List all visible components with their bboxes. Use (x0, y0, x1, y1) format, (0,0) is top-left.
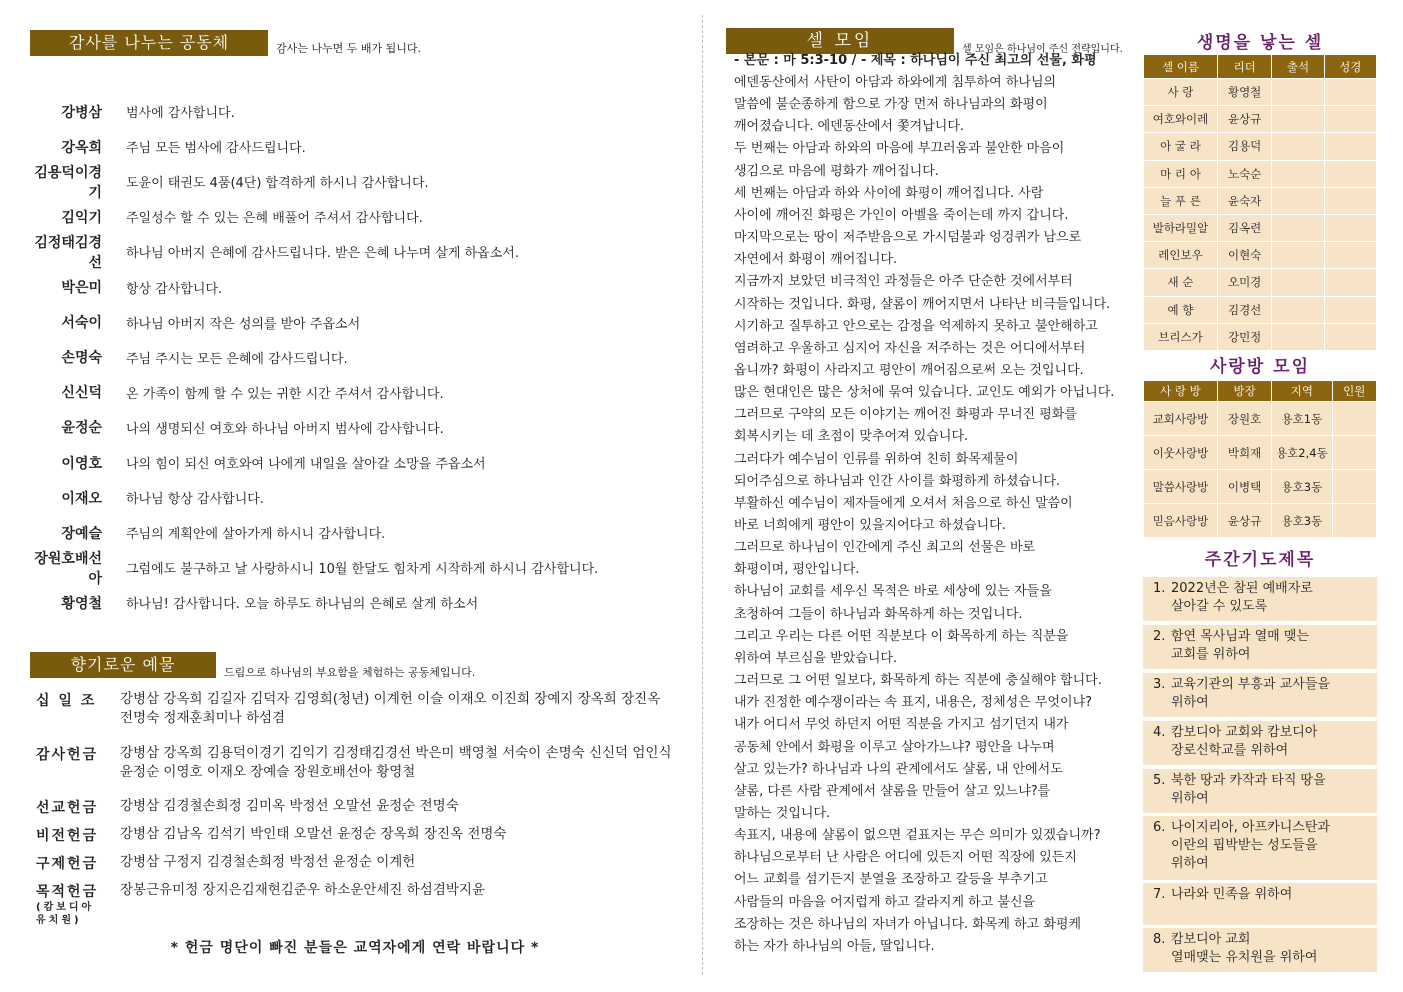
room-table-header: 방장 (1217, 381, 1271, 402)
offering-category-label: 십 일 조 (36, 693, 97, 709)
prayer-text: 캄보디아 교회와 캄보디아 (1171, 725, 1318, 740)
room-table-row (1144, 436, 1377, 470)
prayer-line-3: 위하여 (1171, 856, 1209, 871)
room-table-title: 사랑방 모임 (1209, 357, 1311, 377)
gratitude-text: 하나님 아버지 은혜에 감사드립니다. 받은 은혜 나누며 살게 하옵소서. (126, 246, 519, 262)
sermon-line: 마지막으로는 땅이 저주받음으로 가시덤불과 엉겅퀴가 남으로 (734, 230, 1082, 246)
room-table-cell (1332, 402, 1376, 436)
offering-category (36, 853, 112, 873)
room-table-cell (1332, 436, 1376, 470)
cell-table-cell: 김경선 (1217, 296, 1271, 323)
cell-table-row (1144, 160, 1377, 187)
sermon-line: 그러므로 구약의 모든 이야기는 깨어진 화평과 무너진 평화를 (734, 407, 1077, 423)
cell-table-row (1144, 269, 1377, 296)
room-table-cell: 용호3동 (1272, 470, 1332, 504)
sermon-line: 에덴동산에서 사탄이 아담과 하와에게 침투하여 하나님의 (734, 75, 1057, 90)
offering-category-label: 목적헌금 (36, 884, 99, 900)
offering-category (36, 797, 112, 817)
page-divider (702, 15, 703, 975)
cell-table-cell (1324, 296, 1376, 323)
gratitude-row (30, 480, 680, 515)
offering-row (36, 690, 676, 728)
offering-names: 강병삼 구정지 김경철손희정 박정선 윤정순 이계헌 (120, 854, 416, 870)
prayer-item (1143, 928, 1377, 972)
prayer-number: 2. (1153, 629, 1166, 644)
gratitude-text: 나의 생명되신 여호와 하나님 아버지 범사에 감사합니다. (126, 421, 444, 437)
cell-table-row (1144, 214, 1377, 241)
cell-table-header: 출석 (1272, 55, 1324, 79)
offering-subtitle: 드림으로 하나님의 부요함을 체험하는 공동체입니다. (224, 666, 476, 679)
cell-table-cell (1324, 323, 1376, 350)
room-table (1143, 380, 1377, 538)
prayer-number: 4. (1153, 725, 1166, 740)
cell-table-cell: 오미경 (1217, 269, 1271, 296)
sermon-line: 부활하신 예수님이 제자들에게 오셔서 처음으로 하신 말씀이 (734, 495, 1073, 511)
prayer-line-1 (1153, 819, 1369, 837)
offering-category-label: 비전헌금 (36, 828, 99, 844)
prayer-item (1143, 769, 1377, 813)
prayer-line-1 (1153, 772, 1369, 790)
room-table-row (1144, 402, 1377, 436)
cell-table (1143, 54, 1377, 351)
offering-names: 강병삼 김경철손희정 김미옥 박정선 오말선 윤정순 전명숙 (120, 798, 459, 814)
room-table-row (1144, 470, 1377, 504)
sermon-line: 그러므로 그 어떤 일보다, 화목하게 하는 직분에 충실해야 합니다. (734, 673, 1102, 689)
cell-table-cell (1272, 106, 1324, 133)
cell-table-row (1144, 133, 1377, 160)
gratitude-row (30, 445, 680, 480)
sermon-line: 시작하는 것입니다. 화평, 샬롬이 깨어지면서 나타난 비극들입니다. (734, 296, 1111, 312)
prayer-number: 3. (1153, 677, 1166, 692)
prayer-item (1143, 721, 1377, 765)
sermon-line: 염려하고 우울하고 심지어 자신을 저주하는 것은 어디에서부터 (734, 340, 1086, 356)
cell-table-cell (1324, 269, 1376, 296)
room-table-cell: 말씀사랑방 (1144, 470, 1218, 504)
cell-table-cell (1324, 242, 1376, 269)
prayer-line-2: 위하여 (1171, 695, 1209, 710)
prayer-item (1143, 883, 1377, 925)
sermon-line: 바로 너희에게 평안이 있을지어다고 하셨습니다. (734, 518, 1006, 533)
sermon-line: 어느 교회를 섬기든지 분열을 조장하고 갈등을 부추기고 (734, 872, 1048, 888)
gratitude-name: 장예슬 (61, 525, 102, 542)
cell-table-cell: 강민정 (1217, 323, 1271, 350)
cell-table-cell (1272, 160, 1324, 187)
sermon-line: 내가 어디서 무엇 하던지 어떤 직분을 가지고 섬기던지 내가 (734, 717, 1069, 733)
cell-meeting-subtitle: 셀 모임은 하나님이 주신 전략입니다. (962, 44, 1123, 55)
gratitude-row (30, 585, 680, 620)
gratitude-name: 이영호 (61, 455, 102, 472)
offering-row (36, 744, 676, 782)
gratitude-text: 온 가족이 함께 할 수 있는 귀한 시간 주셔서 감사합니다. (126, 386, 444, 402)
sermon-line: 자연에서 화평이 깨어집니다. (734, 252, 898, 268)
sermon-line: 초청하여 그들이 하나님과 화목하게 하는 것입니다. (734, 606, 1023, 622)
offering-banner: 향기로운 예물 (30, 652, 216, 678)
gratitude-text: 범사에 감사합니다. (126, 106, 235, 121)
sermon-line: 속표지, 내용에 샬롬이 없으면 겉표지는 무슨 의미가 있겠습니까? (734, 828, 1101, 844)
sermon-line: 두 번째는 아담과 하와의 마음에 부끄러움과 불안한 마음이 (734, 141, 1065, 157)
cell-table-cell: 황영철 (1217, 79, 1271, 106)
cell-table-header: 리더 (1217, 55, 1271, 79)
offering-row (36, 881, 676, 927)
room-table-row (1144, 504, 1377, 538)
sermon-line: 공동체 안에서 화평을 이루고 살아가느냐? 평안을 나누며 (734, 739, 1055, 755)
prayer-number: 8. (1153, 932, 1166, 947)
room-table-cell: 용호2,4동 (1272, 436, 1332, 470)
cell-table-cell (1272, 296, 1324, 323)
gratitude-text: 주님의 계획안에 살아가게 하시니 감사합니다. (126, 527, 386, 543)
sermon-line: 옵니까? 화평이 사라지고 평안이 깨어짐으로써 오는 것입니다. (734, 362, 1084, 378)
cell-table-cell: 마 리 아 (1144, 160, 1218, 187)
sermon-line: 많은 현대인은 많은 상처에 묶여 있습니다. 교인도 예외가 아닙니다. (734, 385, 1115, 401)
sermon-line: 조장하는 것은 하나님의 자녀가 아닙니다. 화목케 하고 화평케 (734, 916, 1082, 932)
prayer-line-2: 살아갈 수 있도록 (1171, 599, 1268, 614)
prayer-line-2: 열매맺는 유치원을 위하여 (1171, 950, 1318, 965)
gratitude-text: 도윤이 태권도 4품(4단) 합격하게 하시니 감사합니다. (126, 176, 429, 192)
cell-table-row (1144, 79, 1377, 106)
cell-table-cell (1324, 133, 1376, 160)
cell-table-cell: 이현숙 (1217, 242, 1271, 269)
gratitude-name: 신신덕 (61, 385, 102, 402)
sermon-line: 시기하고 질투하고 안으로는 감정을 억제하지 못하고 불안해하고 (734, 318, 1098, 334)
gratitude-text: 주님 모든 범사에 감사드립니다. (126, 141, 306, 157)
offering-row (36, 825, 676, 845)
cell-table-cell: 예 향 (1144, 296, 1218, 323)
prayer-title: 주간기도제목 (1204, 550, 1316, 570)
offering-category-sub: (캄보디아 유치원) (36, 902, 95, 926)
offering-category (36, 825, 112, 845)
cell-table-cell (1324, 187, 1376, 214)
gratitude-row (30, 270, 680, 305)
room-table-cell: 용호3동 (1272, 504, 1332, 538)
sermon-line: 깨어졌습니다. 에덴동산에서 쫓겨납니다. (734, 119, 965, 135)
prayer-text: 교육기관의 부흥과 교사들을 (1171, 677, 1330, 692)
prayer-number: 5. (1153, 773, 1166, 788)
sermon-line: 사이에 깨어진 화평은 가인이 아벨을 죽이는데 까지 갑니다. (734, 207, 1069, 223)
gratitude-row (30, 94, 680, 129)
cell-table-header: 셀 이름 (1144, 55, 1218, 79)
gratitude-text: 그럼에도 불구하고 날 사랑하시니 10월 한달도 힘차게 시작하게 하시니 감사합니다. (126, 562, 599, 578)
cell-table-cell (1272, 242, 1324, 269)
gratitude-text: 항상 감사합니다. (126, 281, 223, 297)
gratitude-text: 주일성수 할 수 있는 은혜 배풀어 주셔서 감사합니다. (126, 211, 423, 227)
offering-category (36, 690, 112, 728)
gratitude-row (30, 234, 680, 269)
cell-table-cell: 발하라밀알 (1144, 214, 1218, 241)
cell-table-header: 성경 (1324, 55, 1376, 79)
gratitude-name: 이재오 (61, 490, 102, 507)
room-table-header: 사 랑 방 (1144, 381, 1218, 402)
sermon-line: 회복시키는 데 초점이 맞추어져 있습니다. (734, 429, 969, 445)
room-table-cell: 교회사랑방 (1144, 402, 1218, 436)
room-table-cell: 윤상규 (1217, 504, 1271, 538)
offering-row (36, 853, 676, 873)
sermon-line: 말하는 것입니다. (734, 805, 831, 821)
prayer-line-1 (1153, 580, 1369, 598)
sermon-line: 되어주심으로 하나님과 인간 사이를 화평하게 하셨습니다. (734, 473, 1061, 489)
gratitude-text: 하나님! 감사합니다. 오늘 하루도 하나님의 은혜로 살게 하소서 (126, 597, 479, 613)
cell-table-cell: 아 굴 라 (1144, 133, 1218, 160)
room-table-header: 인원 (1332, 381, 1376, 402)
gratitude-row (30, 375, 680, 410)
cell-table-cell (1324, 79, 1376, 106)
sermon-line: 지금까지 보았던 비극적인 과정들은 아주 단순한 것에서부터 (734, 274, 1073, 290)
sermon-heading: - 본문 : 마 5:3-10 / - 제목 : 하나님이 주신 최고의 선물, 화평 (734, 53, 1097, 68)
prayer-line-2: 위하여 (1171, 791, 1209, 806)
room-table-cell (1332, 470, 1376, 504)
cell-table-cell (1272, 214, 1324, 241)
prayer-text: 나라와 민족을 위하여 (1171, 887, 1293, 902)
gratitude-name: 김정태김경선 (34, 234, 102, 271)
prayer-text: 함연 목사님과 열매 맺는 (1171, 629, 1309, 644)
gratitude-text: 하나님 항상 감사합니다. (126, 492, 264, 508)
cell-table-cell (1272, 269, 1324, 296)
gratitude-row (30, 199, 680, 234)
gratitude-name: 김익기 (61, 209, 102, 226)
gratitude-name: 강병삼 (61, 104, 102, 121)
cell-table-cell (1272, 323, 1324, 350)
gratitude-row (30, 164, 680, 199)
prayer-item (1143, 577, 1377, 621)
gratitude-text: 나의 힘이 되신 여호와여 나에게 내일을 살아갈 소망을 주옵소서 (126, 457, 486, 472)
sermon-line: 생김으로 마음에 평화가 깨어집니다. (734, 163, 939, 179)
offering-category-label: 선교헌금 (36, 800, 99, 816)
room-table-header: 지역 (1272, 381, 1332, 402)
cell-table-row (1144, 296, 1377, 323)
cell-meeting-banner: 셀 모임 (726, 28, 954, 54)
cell-table-cell: 노숙순 (1217, 160, 1271, 187)
offering-names: 강병삼 강옥희 김길자 김덕자 김영희(청년) 이계헌 이슬 이재오 이진희 장예지 장옥희 장진옥 전명숙 정재훈최미나 하섬겸 (120, 691, 661, 726)
prayer-text: 북한 땅과 카작과 타직 땅을 (1171, 773, 1326, 788)
sermon-line: 하나님이 교회를 세우신 목적은 바로 세상에 있는 자들을 (734, 584, 1052, 600)
sermon-line: 내가 진정한 예수쟁이라는 속 표지, 내용은, 정체성은 무엇이냐? (734, 695, 1093, 711)
prayer-number: 1. (1153, 581, 1166, 596)
prayer-line-1 (1153, 724, 1369, 742)
cell-table-row (1144, 323, 1377, 350)
room-table-cell: 용호1동 (1272, 402, 1332, 436)
offering-names: 강병삼 강옥희 김용덕이경기 김익기 김정태김경선 박은미 백영철 서숙이 손명숙 신신덕 엄인식 윤정순 이영호 이재오 장예슬 장원호배선아 황영철 (120, 745, 672, 780)
cell-table-cell: 윤숙자 (1217, 187, 1271, 214)
cell-table-row (1144, 106, 1377, 133)
cell-table-cell: 윤상규 (1217, 106, 1271, 133)
room-table-cell: 이병택 (1217, 470, 1271, 504)
gratitude-name: 서숙이 (61, 315, 102, 332)
cell-table-cell: 새 순 (1144, 269, 1218, 296)
sermon-line: 그리고 우리는 다른 어떤 직분보다 이 화목하게 하는 직분을 (734, 628, 1069, 644)
gratitude-row (30, 129, 680, 164)
cell-table-cell (1272, 133, 1324, 160)
gratitude-name: 황영철 (61, 595, 102, 612)
prayer-text: 나이지리아, 아프카니스탄과 (1171, 820, 1330, 835)
sermon-line: 세 번째는 아담과 하와 사이에 화평이 깨어집니다. 사람 (734, 185, 1044, 201)
prayer-line-2: 이란의 핍박받는 성도들을 (1171, 838, 1318, 853)
sermon-line: 하는 자가 하나님의 아들, 딸입니다. (734, 938, 935, 954)
offering-category-label: 감사헌금 (36, 747, 99, 763)
offering-row (36, 797, 676, 817)
prayer-item (1143, 816, 1377, 880)
sermon-line: 사람들의 마음을 어지럽게 하고 갈라지게 하고 불신을 (734, 894, 1036, 910)
cell-table-title: 생명을 낳는 셀 (1196, 33, 1324, 53)
gratitude-name: 강옥희 (61, 139, 102, 156)
offering-category-label: 구제헌금 (36, 856, 99, 872)
gratitude-name: 손명숙 (61, 350, 102, 367)
sermon-line: 샬롬, 다른 사람 관계에서 샬롬을 만들어 살고 있느냐?를 (734, 783, 1051, 799)
sermon-line: 위하여 부르심을 받았습니다. (734, 650, 898, 666)
cell-table-cell: 브리스가 (1144, 323, 1218, 350)
offering-footer: * 헌금 명단이 빠진 분들은 교역자에게 연락 바랍니다 * (170, 940, 540, 956)
prayer-text: 캄보디아 교회 (1171, 932, 1251, 947)
prayer-item (1143, 625, 1377, 669)
gratitude-row (30, 305, 680, 340)
prayer-text: 2022년은 참된 예배자로 (1171, 581, 1313, 596)
cell-table-cell: 사 랑 (1144, 79, 1218, 106)
gratitude-text: 하나님 아버지 작은 성의를 받아 주옵소서 (126, 316, 361, 332)
cell-table-cell: 레인보우 (1144, 242, 1218, 269)
prayer-item (1143, 673, 1377, 717)
cell-table-row (1144, 187, 1377, 214)
gratitude-row (30, 550, 680, 585)
cell-table-cell (1272, 187, 1324, 214)
gratitude-name: 박은미 (61, 280, 102, 296)
gratitude-subtitle: 감사는 나누면 두 배가 됩니다. (276, 42, 421, 55)
room-table-cell: 박희재 (1217, 436, 1271, 470)
cell-table-cell (1272, 79, 1324, 106)
offering-category (36, 881, 112, 927)
sermon-line: 하나님으로부터 난 사람은 어디에 있든지 어떤 직장에 있든지 (734, 850, 1077, 866)
prayer-number: 7. (1153, 887, 1166, 902)
cell-table-cell (1324, 106, 1376, 133)
gratitude-banner: 감사를 나누는 공동체 (30, 30, 268, 56)
prayer-line-1 (1153, 676, 1369, 694)
gratitude-name: 장원호배선아 (34, 550, 102, 587)
prayer-line-1 (1153, 886, 1369, 904)
prayer-line-1 (1153, 931, 1369, 949)
cell-table-row (1144, 242, 1377, 269)
room-table-cell: 장원호 (1217, 402, 1271, 436)
sermon-line: 화평이며, 평안입니다. (734, 562, 860, 578)
offering-names: 강병삼 김남옥 김석기 박인태 오말선 윤정순 장옥희 장진옥 전명숙 (120, 826, 507, 842)
offering-category (36, 744, 112, 782)
sermon-line: 그러므로 하나님이 인간에게 주신 최고의 선물은 바로 (734, 540, 1036, 556)
sermon-line: 말씀에 불순종하게 함으로 가장 먼저 하나님과의 화평이 (734, 97, 1048, 113)
room-table-cell (1332, 504, 1376, 538)
gratitude-text: 주님 주시는 모든 은혜에 감사드립니다. (126, 351, 348, 367)
sermon-line: 그러다가 예수님이 인류를 위하여 친히 화목제물이 (734, 451, 1019, 467)
cell-table-cell (1324, 214, 1376, 241)
cell-table-cell: 늘 푸 른 (1144, 187, 1218, 214)
cell-table-cell (1324, 160, 1376, 187)
cell-table-cell: 김용덕 (1217, 133, 1271, 160)
prayer-line-1 (1153, 628, 1369, 646)
offering-names: 장봉근유미정 장지은김재현김준우 하소운안세진 하섬겸박지윤 (120, 882, 485, 898)
gratitude-row (30, 515, 680, 550)
prayer-number: 6. (1153, 820, 1166, 835)
prayer-line-2: 교회를 위하여 (1171, 647, 1251, 662)
cell-table-cell: 김옥련 (1217, 214, 1271, 241)
sermon-line: 살고 있는가? 하나님과 나의 관계에서도 샬롬, 내 안에서도 (734, 761, 1063, 777)
gratitude-name: 윤정순 (61, 420, 102, 437)
prayer-line-2: 장로신학교를 위하여 (1171, 743, 1289, 758)
room-table-cell: 이웃사랑방 (1144, 436, 1218, 470)
gratitude-row (30, 410, 680, 445)
cell-table-cell: 여호와이레 (1144, 106, 1218, 133)
gratitude-row (30, 340, 680, 375)
room-table-cell: 믿음사랑방 (1144, 504, 1218, 538)
gratitude-name: 김용덕이경기 (34, 164, 102, 201)
